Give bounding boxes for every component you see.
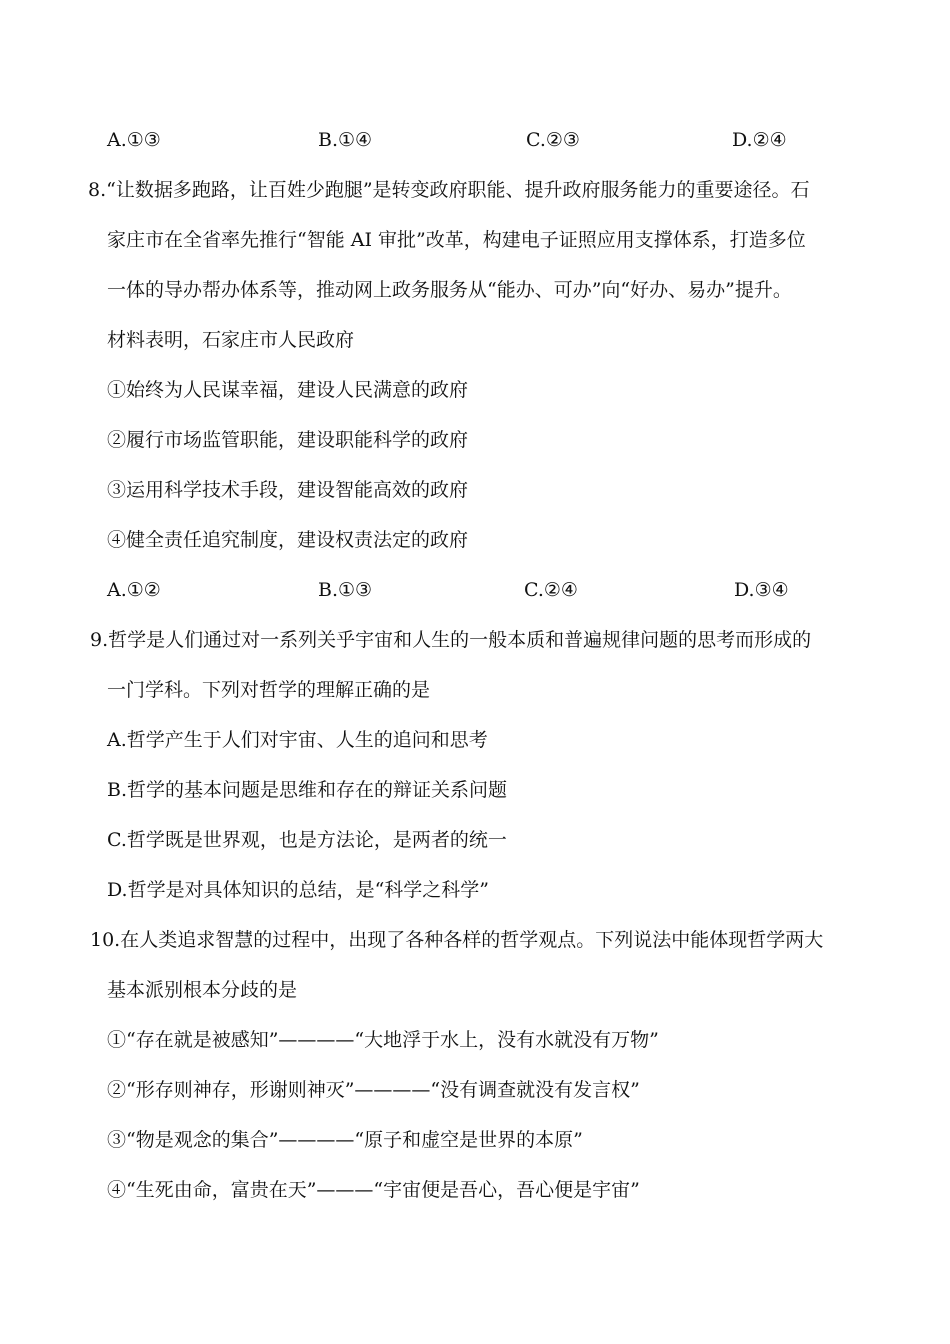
q9-choice-d: D.哲学是对具体知识的总结，是“科学之科学”: [107, 879, 490, 901]
q9-stem-line-2: 一门学科。下列对哲学的理解正确的是: [107, 679, 431, 701]
q7-option-d: D.②④: [732, 129, 787, 151]
q8-statement-1: ①始终为人民谋幸福，建设人民满意的政府: [107, 379, 469, 401]
q8-statement-3: ③运用科学技术手段，建设智能高效的政府: [107, 479, 469, 501]
q10-statement-4: ④“生死由命，富贵在天”———“宇宙便是吾心，吾心便是宇宙”: [107, 1179, 640, 1201]
q10-stem-line-1: 10.在人类追求智慧的过程中，出现了各种各样的哲学观点。下列说法中能体现哲学两大: [90, 929, 824, 951]
q8-stem-line-4: 材料表明，石家庄市人民政府: [107, 329, 355, 351]
q7-option-a: A.①③: [107, 129, 161, 151]
q8-options: [107, 578, 867, 602]
q7-option-c: C.②③: [526, 129, 580, 151]
q9-choice-b: B.哲学的基本问题是思维和存在的辩证关系问题: [107, 779, 508, 801]
q10-statement-2: ②“形存则神存，形谢则神灭”————“没有调查就没有发言权”: [107, 1079, 640, 1101]
q9-choice-c: C.哲学既是世界观，也是方法论，是两者的统一: [107, 829, 507, 851]
q8-stem-line-2: 家庄市在全省率先推行“智能 AI 审批”改革，构建电子证照应用支撑体系，打造多位: [107, 229, 806, 251]
q8-stem-line-3: 一体的导办帮办体系等，推动网上政务服务从“能办、可办”向“好办、易办”提升。: [107, 279, 792, 301]
q7-options: [107, 128, 867, 152]
q8-statement-4: ④健全责任追究制度，建设权责法定的政府: [107, 529, 469, 551]
q8-statement-2: ②履行市场监管职能，建设职能科学的政府: [107, 429, 469, 451]
q8-option-d: D.③④: [734, 579, 789, 601]
q10-statement-3: ③“物是观念的集合”————“原子和虚空是世界的本原”: [107, 1129, 583, 1151]
q9-stem-line-1: 9.哲学是人们通过对一系列关乎宇宙和人生的一般本质和普遍规律问题的思考而形成的: [90, 629, 812, 651]
q7-option-b: B.①④: [318, 129, 373, 151]
q10-statement-1: ①“存在就是被感知”————“大地浮于水上，没有水就没有万物”: [107, 1029, 659, 1051]
q8-option-a: A.①②: [107, 579, 161, 601]
q10-stem-line-2: 基本派别根本分歧的是: [107, 979, 298, 1001]
q8-option-c: C.②④: [524, 579, 578, 601]
q8-stem-line-1: 8.“让数据多跑路，让百姓少跑腿”是转变政府职能、提升政府服务能力的重要途径。石: [88, 179, 810, 201]
q8-option-b: B.①③: [318, 579, 373, 601]
q9-choice-a: A.哲学产生于人们对宇宙、人生的追问和思考: [107, 729, 488, 751]
